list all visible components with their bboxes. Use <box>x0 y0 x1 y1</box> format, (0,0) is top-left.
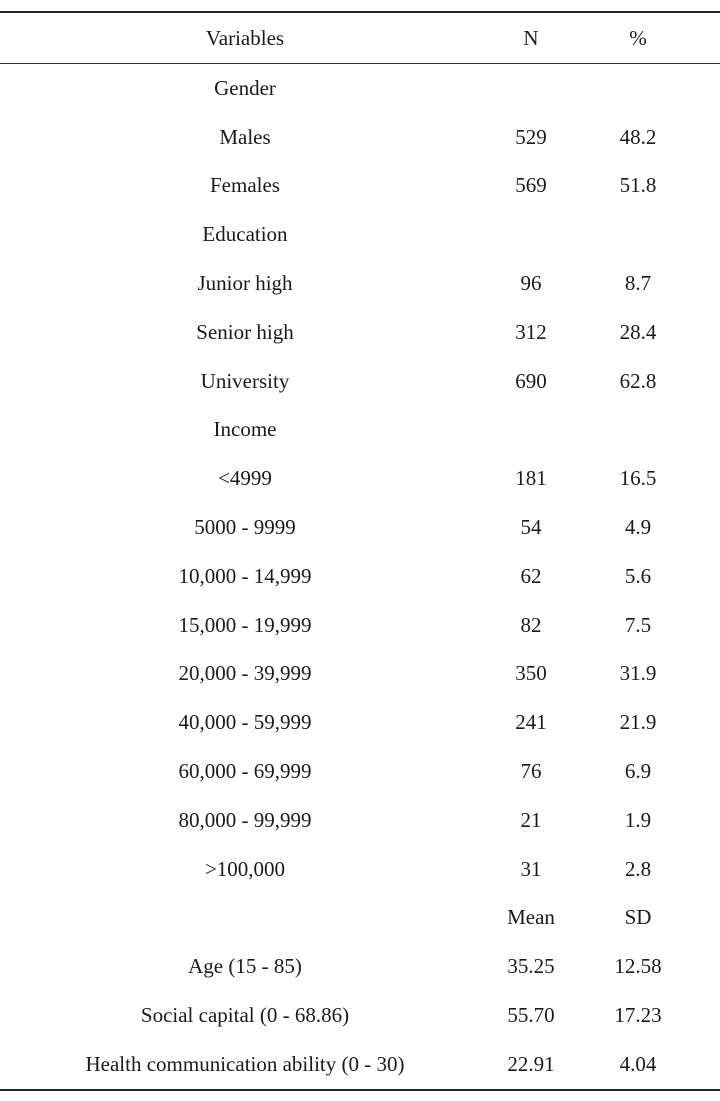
table-row <box>0 113 720 162</box>
sd-header: SD <box>624 905 652 930</box>
variable-cell: Females <box>210 173 280 198</box>
n-cell: 569 <box>515 173 547 198</box>
table-row <box>0 259 720 308</box>
percent-cell: 17.23 <box>614 1003 662 1028</box>
variable-cell: 60,000 - 69,999 <box>178 759 312 784</box>
table-row <box>0 552 720 601</box>
table-row <box>0 845 720 894</box>
table-row <box>0 1040 720 1089</box>
header-percent: % <box>629 25 647 50</box>
percent-cell: 16.5 <box>619 466 657 491</box>
percent-cell: 48.2 <box>619 124 657 149</box>
n-cell: 76 <box>520 759 542 784</box>
variable-cell: <4999 <box>218 466 272 491</box>
variable-cell: Health communication ability (0 - 30) <box>85 1051 405 1076</box>
n-cell: 55.70 <box>507 1003 555 1028</box>
table-row <box>0 650 720 699</box>
n-cell: 35.25 <box>507 954 555 979</box>
table-body <box>0 64 720 1089</box>
table-row <box>0 454 720 503</box>
variable-cell: Senior high <box>196 319 294 344</box>
variable-cell: University <box>200 368 290 393</box>
n-cell: 690 <box>515 368 547 393</box>
percent-cell: 2.8 <box>624 856 652 881</box>
variable-cell: Income <box>213 417 277 442</box>
percent-cell: 1.9 <box>624 807 652 832</box>
percent-cell: 4.04 <box>619 1051 657 1076</box>
n-cell: 31 <box>520 856 542 881</box>
variable-cell: 10,000 - 14,999 <box>178 563 312 588</box>
variable-cell: Gender <box>214 75 276 100</box>
percent-cell: 12.58 <box>614 954 662 979</box>
variable-cell: 5000 - 9999 <box>194 515 296 540</box>
header-variables: Variables <box>205 25 285 50</box>
percent-cell: 8.7 <box>624 271 652 296</box>
table-row <box>0 601 720 650</box>
table-row <box>0 991 720 1040</box>
table-row <box>0 698 720 747</box>
table-row <box>0 162 720 211</box>
table-group-row <box>0 406 720 455</box>
percent-cell: 31.9 <box>619 661 657 686</box>
percent-cell: 7.5 <box>624 612 652 637</box>
percent-cell: 4.9 <box>624 515 652 540</box>
n-cell: 529 <box>515 124 547 149</box>
table-group-row <box>0 64 720 113</box>
n-cell: 62 <box>520 563 542 588</box>
variable-cell: >100,000 <box>204 856 286 881</box>
table-row <box>0 308 720 357</box>
variable-cell: 20,000 - 39,999 <box>178 661 312 686</box>
percent-cell: 6.9 <box>624 759 652 784</box>
n-cell: 82 <box>520 612 542 637</box>
mean-header: Mean <box>507 905 555 930</box>
variable-cell: 80,000 - 99,999 <box>178 807 312 832</box>
table-group-row <box>0 210 720 259</box>
bottom-rule <box>0 1089 720 1091</box>
table-header-row <box>0 13 720 63</box>
table-subheader-row <box>0 894 720 943</box>
n-cell: 241 <box>515 710 547 735</box>
table-row <box>0 796 720 845</box>
n-cell: 350 <box>515 661 547 686</box>
percent-cell: 51.8 <box>619 173 657 198</box>
n-cell: 21 <box>520 807 542 832</box>
variable-cell: Social capital (0 - 68.86) <box>140 1003 350 1028</box>
percent-cell: 62.8 <box>619 368 657 393</box>
variable-cell: 40,000 - 59,999 <box>178 710 312 735</box>
n-cell: 181 <box>515 466 547 491</box>
percent-cell: 21.9 <box>619 710 657 735</box>
table-row <box>0 747 720 796</box>
n-cell: 22.91 <box>507 1051 555 1076</box>
variable-cell: Age (15 - 85) <box>188 954 302 979</box>
variable-cell: Junior high <box>197 271 293 296</box>
table-row <box>0 942 720 991</box>
n-cell: 312 <box>515 319 547 344</box>
percent-cell: 5.6 <box>624 563 652 588</box>
n-cell: 54 <box>520 515 542 540</box>
header-n: N <box>523 25 539 50</box>
variable-cell: 15,000 - 19,999 <box>178 612 312 637</box>
table-row <box>0 503 720 552</box>
variable-cell: Education <box>202 222 288 247</box>
percent-cell: 28.4 <box>619 319 657 344</box>
variable-cell: Males <box>219 124 271 149</box>
demographics-table <box>0 11 720 1091</box>
n-cell: 96 <box>520 271 542 296</box>
table-row <box>0 357 720 406</box>
